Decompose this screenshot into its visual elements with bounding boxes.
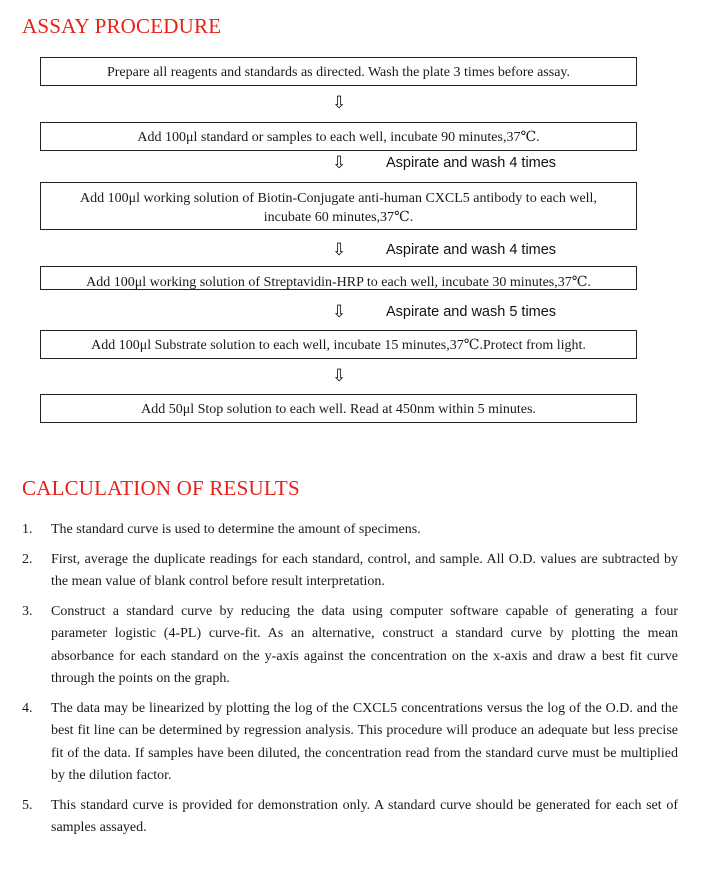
down-arrow-icon: ⇩: [332, 366, 347, 386]
item-text: The data may be linearized by plotting the log of the CXCL5 concentrations versus the log of the O.D. and the best fit line can be determined by regression analysis. This procedure will produce an adequate but less precise fit of the data. If samples have been diluted, the concentration read from the standard curve must be multiplied by the dilution factor.: [51, 700, 678, 783]
item-text: This standard curve is provided for demonstration only. A standard curve should be generated for each set of samples assayed.: [51, 797, 678, 835]
step-add-stop-box: [40, 394, 637, 423]
step-add-standard-box: [40, 122, 637, 151]
step-text: Add 50μl Stop solution to each well. Read at 450nm within 5 minutes.: [141, 402, 536, 417]
list-item: [22, 549, 678, 594]
item-text: Construct a standard curve by reducing the data using computer software capable of generating a four parameter logistic (4-PL) curve-fit. As an alternative, construct a standard curve by plotting the mean absorbance for each standard on the y-axis against the concentration on the x-axis and draw a best fit curve through the points on the graph.: [51, 603, 678, 686]
down-arrow-icon: ⇩: [332, 93, 347, 113]
step-text: Prepare all reagents and standards as directed. Wash the plate 3 times before assay.: [106, 65, 571, 80]
item-number: 1.: [22, 522, 33, 537]
item-number: 4.: [22, 700, 33, 716]
item-text: The standard curve is used to determine the amount of specimens.: [51, 522, 421, 537]
list-item: [22, 698, 678, 788]
step-add-hrp-box: [40, 266, 637, 290]
item-text: First, average the duplicate readings for each standard, control, and sample. All O.D. values are subtracted by the mean value of blank control before result interpretation.: [51, 551, 678, 589]
step-text: Add 100μl Substrate solution to each well, incubate 15 minutes,37℃.Protect from light.: [91, 338, 586, 353]
wash-note: Aspirate and wash 5 times: [386, 304, 557, 320]
list-item: [22, 601, 678, 691]
step-prepare-box: [40, 57, 637, 86]
wash-note: Aspirate and wash 4 times: [386, 242, 557, 258]
step-text: Add 100μl working solution of Biotin-Conjugate anti-human CXCL5 antibody to each well, incubate 60 minutes,37℃.: [80, 191, 597, 225]
list-item: [22, 795, 678, 840]
down-arrow-icon: ⇩: [332, 153, 347, 173]
step-add-substrate-box: [40, 330, 637, 359]
item-number: 3.: [22, 603, 33, 619]
assay-procedure-heading: ASSAY PROCEDURE: [22, 14, 222, 38]
calculation-heading: CALCULATION OF RESULTS: [22, 476, 300, 500]
down-arrow-icon: ⇩: [332, 240, 347, 260]
down-arrow-icon: ⇩: [332, 302, 347, 322]
step-text: Add 100μl standard or samples to each well, incubate 90 minutes,37℃.: [137, 130, 540, 145]
item-number: 2.: [22, 551, 33, 567]
wash-note: Aspirate and wash 4 times: [386, 155, 557, 171]
results-list: [22, 519, 678, 847]
list-item: [22, 519, 678, 542]
step-add-biotin-box: [40, 182, 637, 230]
item-number: 5.: [22, 797, 33, 813]
step-text: Add 100μl working solution of Streptavidin-HRP to each well, incubate 30 minutes,37℃.: [86, 275, 591, 290]
